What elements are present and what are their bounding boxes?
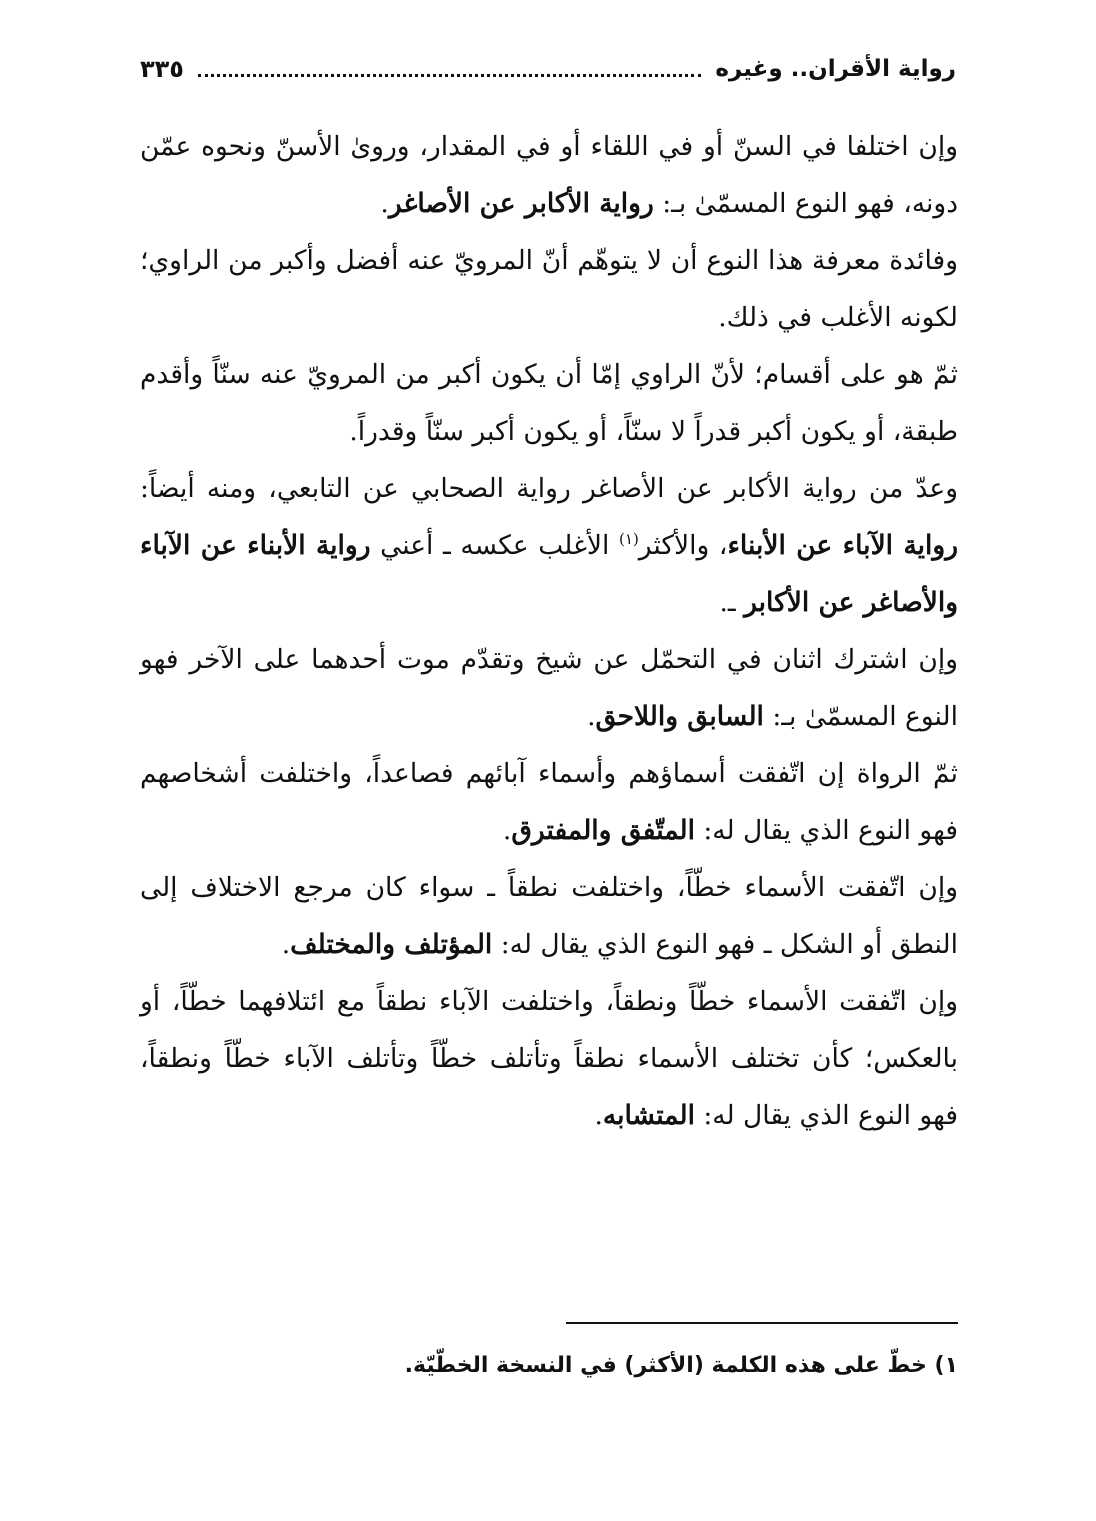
dot-leader: [198, 74, 701, 77]
footnote-text: خطّ على هذه الكلمة (الأكثر) في النسخة الخطّيّة.: [404, 1353, 927, 1378]
paragraph: [140, 346, 958, 460]
text-run: ثمّ الرواة إن اتّفقت أسماؤهم وأسماء آبائهم فصاعداً، واختلفت أشخاصهم فهو النوع الذي يقال له:: [140, 758, 958, 846]
text-run: وإن اختلفا في السنّ أو في اللقاء أو في المقدار، وروىٰ الأسنّ ونحوه عمّن دونه، فهو النوع المسمّىٰ بـ:: [140, 131, 958, 219]
text-run: وإن اتّفقت الأسماء خطّاً، واختلفت نطقاً ـ سواء كان مرجع الاختلاف إلى النطق أو الشكل ـ فهو النوع الذي يقال له:: [140, 872, 958, 960]
text-run: .: [502, 815, 512, 846]
bold-term: رواية الأكابر عن الأصاغر: [388, 188, 654, 219]
text-run: .: [587, 701, 596, 732]
page-number: ٣٣٥: [140, 55, 184, 83]
text-run: .: [281, 929, 291, 960]
paragraph: [140, 859, 958, 973]
text-run: ، والأكثر: [638, 530, 728, 561]
text-run: .: [594, 1100, 603, 1131]
text-run: .: [380, 188, 389, 219]
text-run: وإن اتّفقت الأسماء خطّاً ونطقاً، واختلفت الآباء نطقاً مع ائتلافهما خطّاً، أو بالعكس؛ كأن تختلف الأسماء نطقاً وتأتلف خطّاً وتأتلف الآباء خطّاً ونطقاً، فهو النوع الذي يقال له:: [140, 986, 958, 1131]
paragraph: [140, 460, 958, 631]
bold-term: رواية الأبناء عن الآباء والأصاغر عن الأكابر: [140, 530, 958, 618]
footnote-separator: [566, 1322, 958, 1324]
text-run: وفائدة معرفة هذا النوع أن لا يتوهّم أنّ المرويّ عنه أفضل وأكبر من الراوي؛ لكونه الأغلب في ذلك.: [140, 245, 958, 333]
bold-term: المتشابه: [602, 1100, 695, 1131]
footnote-reference: (١): [619, 530, 639, 549]
paragraph: [140, 745, 958, 859]
text-run: ثمّ هو على أقسام؛ لأنّ الراوي إمّا أن يكون أكبر من المرويّ عنه سنّاً وأقدم طبقة، أو يكون أكبر قدراً لا سنّاً، أو يكون أكبر سنّاً وقدراً.: [140, 359, 958, 447]
chapter-title: رواية الأقران.. وغيره: [715, 56, 956, 82]
running-header: [140, 46, 956, 92]
paragraph: [140, 232, 958, 346]
footnote-number: ١): [934, 1353, 958, 1378]
footnote: [300, 1346, 958, 1386]
bold-term: المؤتلف والمختلف: [290, 929, 493, 960]
text-run: الأغلب عكسه ـ أعني: [370, 530, 620, 561]
bold-term: رواية الآباء عن الأبناء: [727, 530, 958, 561]
text-run: وإن اشترك اثنان في التحمّل عن شيخ وتقدّم موت أحدهما على الآخر فهو النوع المسمّىٰ بـ:: [140, 644, 958, 732]
bold-term: المتّفق والمفترق: [511, 815, 695, 846]
body-text: [140, 118, 958, 1144]
paragraph: [140, 973, 958, 1144]
text-run: وعدّ من رواية الأكابر عن الأصاغر رواية الصحابي عن التابعي، ومنه أيضاً:: [140, 473, 958, 504]
text-run: ـ.: [719, 587, 745, 618]
paragraph: [140, 118, 958, 232]
bold-term: السابق واللاحق: [595, 701, 764, 732]
paragraph: [140, 631, 958, 745]
